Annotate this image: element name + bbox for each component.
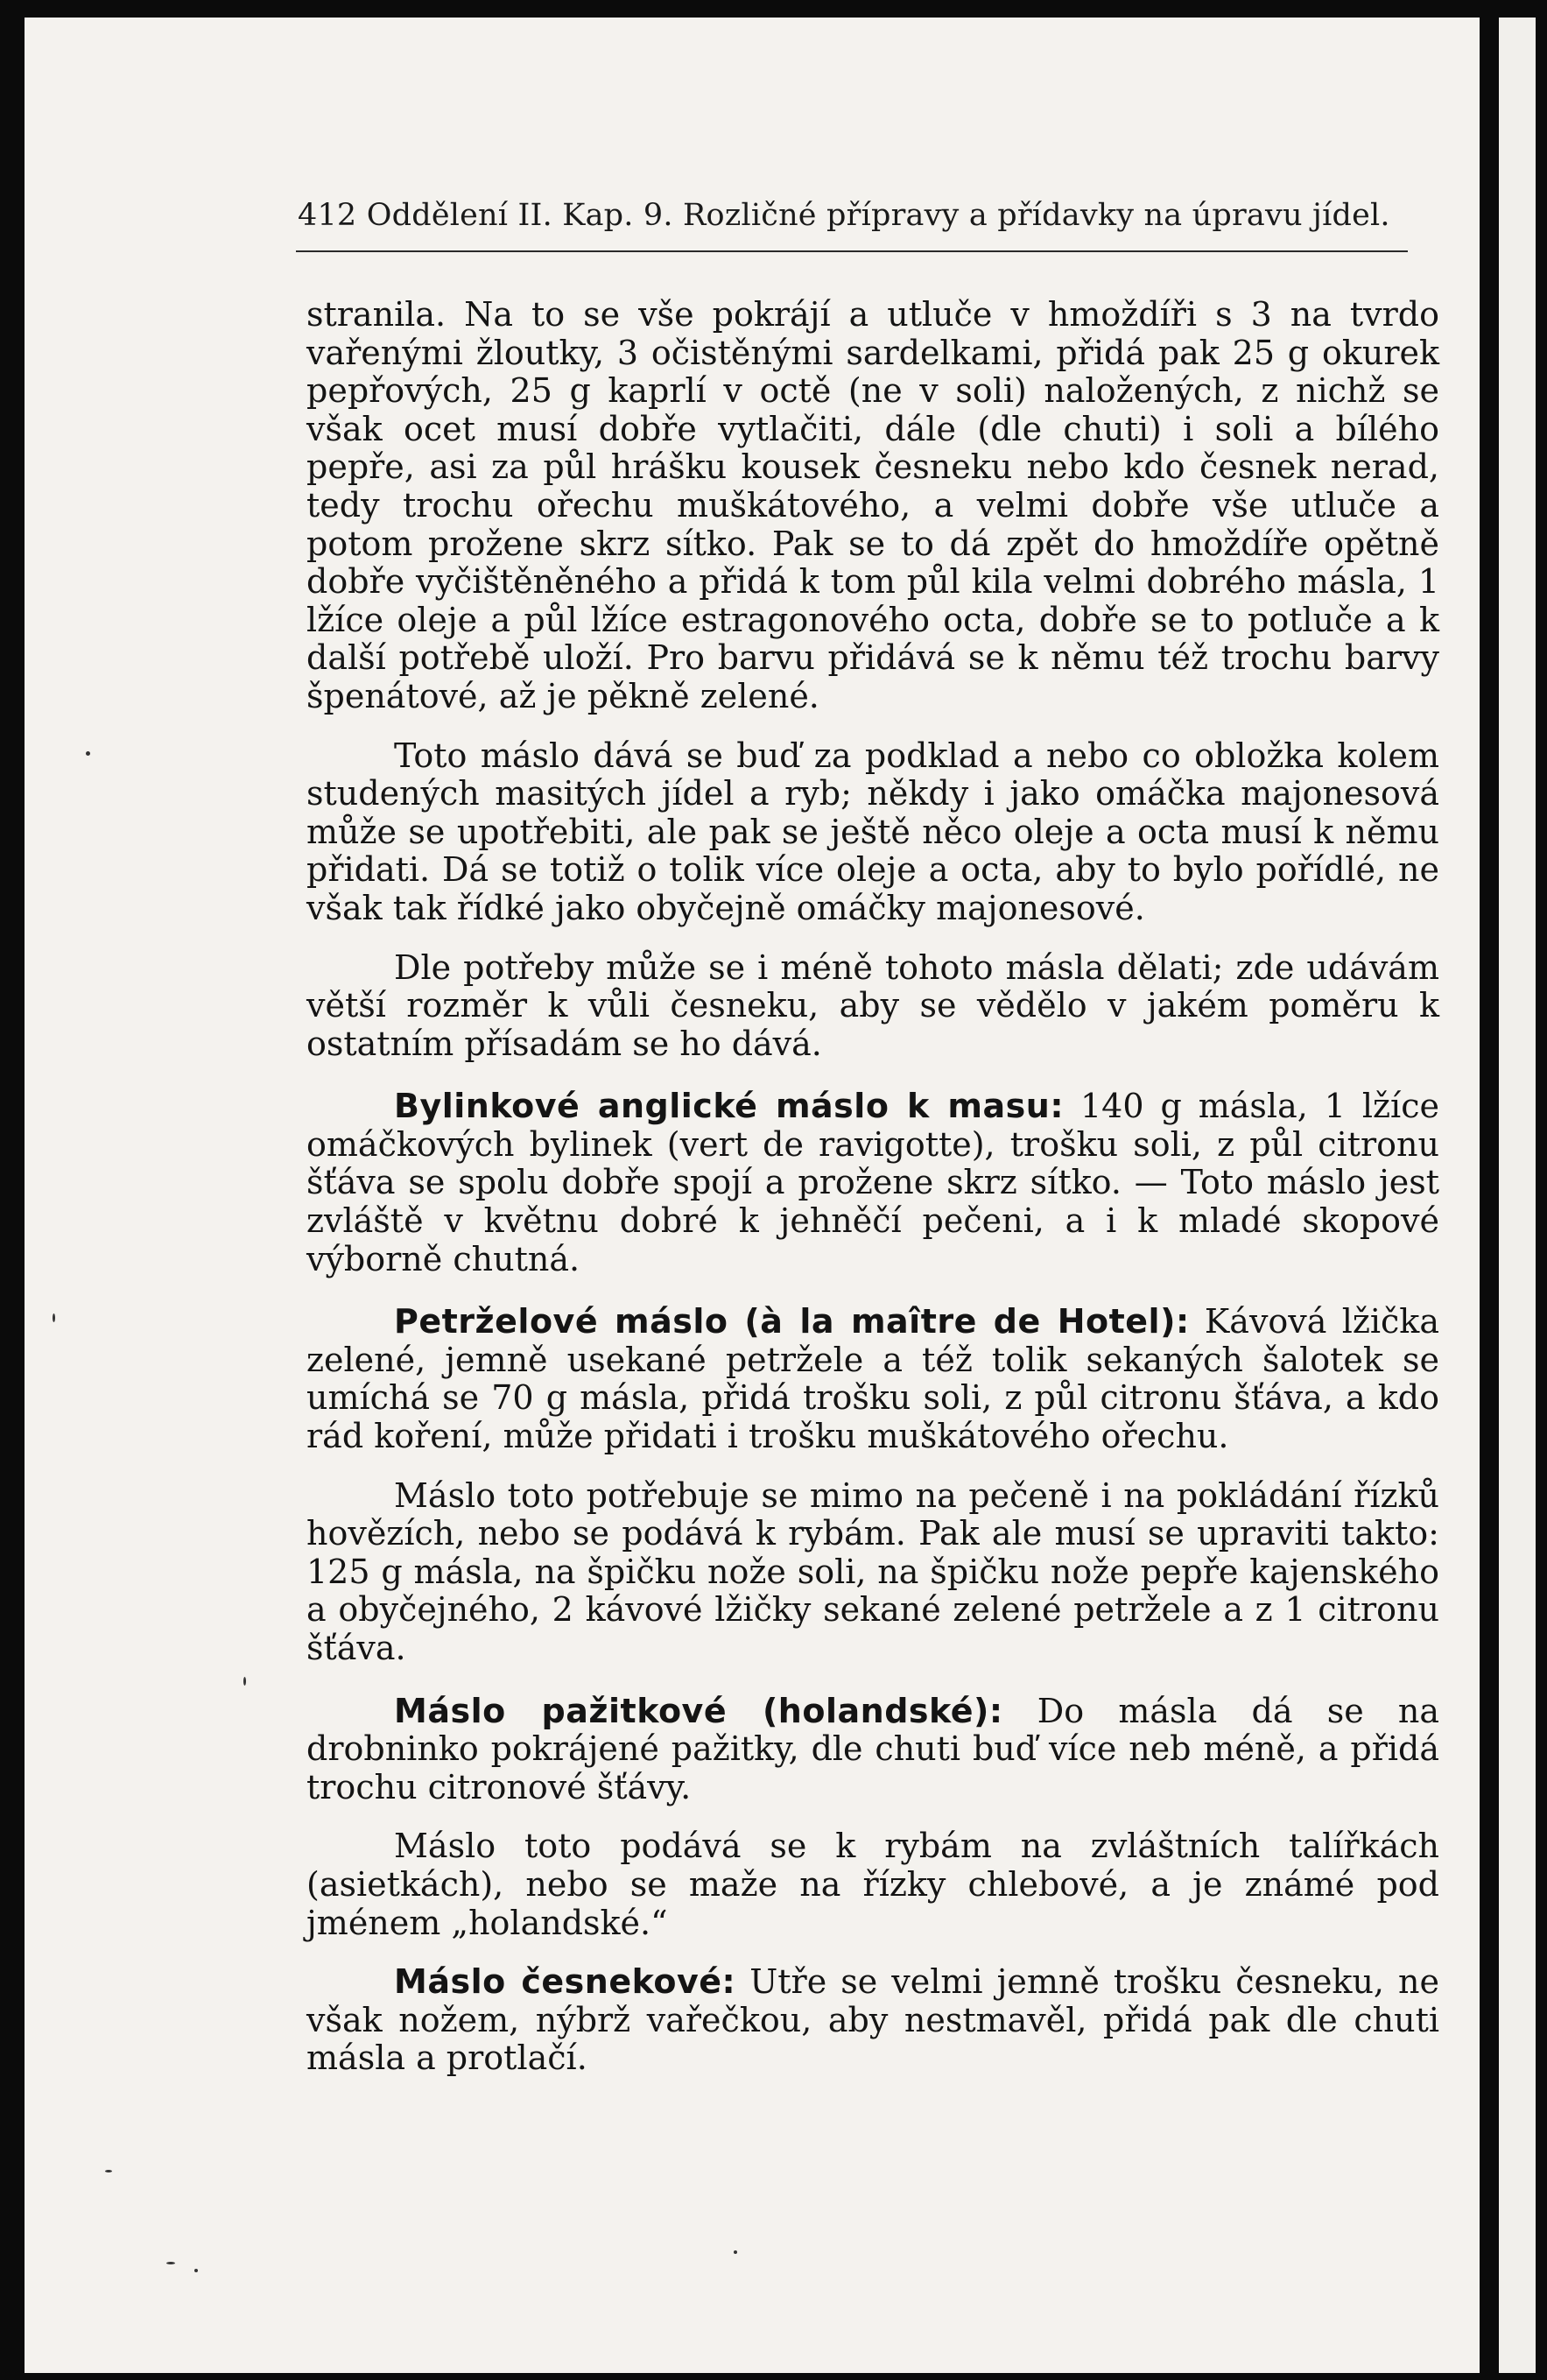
paragraph bbox=[306, 1827, 1439, 1942]
scan-speck bbox=[194, 2269, 198, 2272]
paragraph bbox=[306, 949, 1439, 1064]
recipe-heading: Máslo pažitkové (holandské): bbox=[394, 1691, 1003, 1730]
recipe-paragraph bbox=[306, 1088, 1439, 1278]
scan-speck bbox=[53, 1313, 55, 1322]
page-number: 412 bbox=[298, 198, 357, 233]
scan-speck bbox=[166, 2262, 175, 2264]
paragraph-text: Dle potřeby může se i méně tohoto másla dělati; zde udávám větší rozměr k vůli česneku, aby se vědělo v jakém poměru k ostatním přísadám se ho dává. bbox=[306, 947, 1439, 1063]
paragraph bbox=[306, 1477, 1439, 1668]
paragraph-text: Do másla dá se na drobninko pokrájené pažitky, dle chuti buď více neb méně, a přidá trochu citronové šťávy. bbox=[306, 1691, 1440, 1806]
paragraph-text: Máslo toto podává se k rybám na zvláštních talířkách (asietkách), nebo se maže na řízky chlebové, a je známé pod jménem „holandské.“ bbox=[306, 1827, 1439, 1942]
paragraph-text: Toto máslo dává se buď za podklad a nebo co obložka kolem studených masitých jídel a ryb; někdy i jako omáčka majonesová může se upotřebiti, ale pak se ještě něco oleje a octa musí k němu přidati. Dá se totiž o tolik více oleje a octa, aby to bylo pořídlé, ne však tak řídké jako obyčejně omáčky majonesové. bbox=[306, 736, 1439, 927]
paragraph-text: stranila. Na to se vše pokrájí a utluče v hmoždíři s 3 na tvrdo vařenými žloutky, 3 očistěnými sardelkami, přidá pak 25 g okurek pepřových, 25 g kaprlí v octě (ne v soli) naložených, z nichž se však ocet musí dobře vytlačiti, dále (dle chuti) i soli a bílého pepře, asi za půl hrášku kousek česneku nebo kdo česnek nerad, tedy trochu ořechu muškátového, a velmi dobře vše utluče a potom prožene skrz sítko. Pak se to dá zpět do hmoždíře opětně dobře vyčištěněného a přidá k tom půl kila velmi dobrého másla, 1 lžíce oleje a půl lžíce estragonového octa, dobře se to potluče a k další potřebě uloží. Pro barvu přidává se k němu též trochu barvy špenátové, až je pěkně zelené. bbox=[306, 295, 1439, 715]
recipe-paragraph bbox=[306, 1303, 1439, 1455]
paragraph-text: 140 g másla, 1 lžíce omáčkových bylinek (vert de ravigotte), trošku soli, z půl citronu šťáva se spolu dobře spojí a prožene skrz sítko. — Toto máslo jest zvláště v květnu dobré k jehněčí pečeni, a i k mladé skopové výborně chutná. bbox=[306, 1087, 1439, 1278]
recipe-heading: Petrželové máslo (à la maître de Hotel): bbox=[394, 1302, 1190, 1341]
paragraph-text: Utře se velmi jemně trošku česneku, ne však nožem, nýbrž vařečkou, aby nestmavěl, přidá pak dle chuti másla a protlačí. bbox=[306, 1962, 1439, 2078]
scan-speck bbox=[243, 1677, 246, 1686]
running-head-text: Oddělení II. Kap. 9. Rozličné přípravy a přídavky na úpravu jídel. bbox=[366, 198, 1390, 233]
recipe-paragraph bbox=[306, 1963, 1439, 2078]
paragraph-text: Kávová lžička zelené, jemně usekané petržele a též tolik sekaných šalotek se umíchá se 70 g másla, přidá trošku soli, z půl citronu šťáva, a kdo rád koření, může přidati i trošku muškátového ořechu. bbox=[306, 1302, 1439, 1456]
paragraph-text: Máslo toto potřebuje se mimo na pečeně i na pokládání řízků hovězích, nebo se podává k rybám. Pak ale musí se upraviti takto: 125 g másla, na špičku nože soli, na špičku nože pepře kajenského a obyčejného, 2 kávové lžičky sekané zelené petržele a z 1 citronu šťáva. bbox=[306, 1475, 1439, 1667]
running-header bbox=[298, 198, 1410, 233]
body-text bbox=[306, 296, 1439, 2078]
recipe-heading: Bylinkové anglické máslo k masu: bbox=[394, 1087, 1065, 1126]
adjacent-page-edge bbox=[1499, 18, 1536, 2373]
scan-speck bbox=[734, 2250, 737, 2254]
paragraph bbox=[306, 296, 1439, 716]
recipe-heading: Máslo česnekové: bbox=[394, 1962, 736, 2002]
recipe-paragraph bbox=[306, 1693, 1439, 1807]
scan-speck bbox=[86, 751, 90, 756]
paragraph bbox=[306, 737, 1439, 928]
scan-speck bbox=[105, 2170, 112, 2172]
header-rule bbox=[296, 250, 1408, 252]
